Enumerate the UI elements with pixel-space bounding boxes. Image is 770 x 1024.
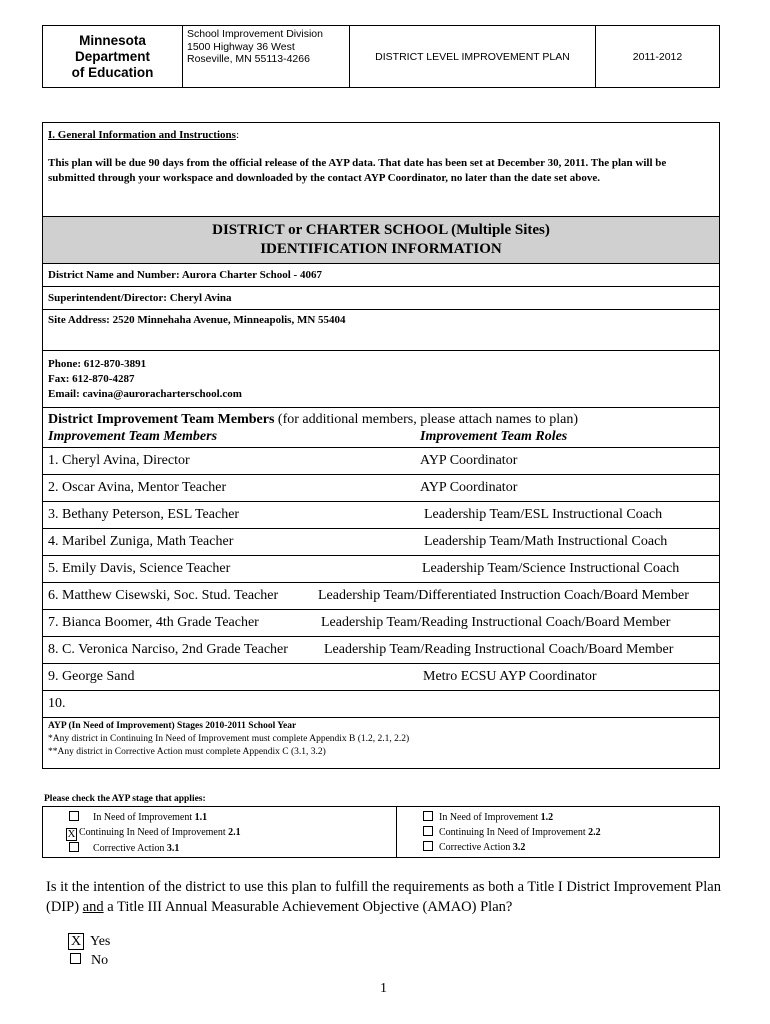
ayp-stages-cell [43, 718, 720, 769]
address-line: 1500 Highway 36 West [187, 40, 295, 53]
member-name: 4. Maribel Zuniga, Math Teacher [48, 534, 234, 549]
team-member-content [48, 453, 714, 469]
team-member-cell[interactable] [43, 529, 720, 556]
team-member-cell[interactable] [43, 637, 720, 664]
team-member-row [43, 610, 720, 637]
no-label: No [91, 953, 109, 968]
question-answers [68, 932, 110, 970]
team-member-cell[interactable] [43, 448, 720, 475]
ayp-stages-title: AYP (In Need of Improvement) Stages 2010-2011 School Year [48, 721, 297, 731]
member-name: 8. C. Veronica Narciso, 2nd Grade Teacher [48, 642, 288, 657]
instructions-text: This plan will be due 90 days from the official release of the AYP data. That date has been set at December 30, 2011. The plan will be submitted through your workspace and downloaded by the contact AYP Coordinator, no later than the date set above. [48, 157, 667, 184]
question-text: Is it the intention of the district to use this plan to fulfill the requirements as both a Title I District Improvement Plan (DIP) [46, 879, 721, 915]
stage-code: 1.1 [194, 812, 208, 823]
unchecked-checkbox[interactable] [423, 811, 433, 821]
identification-title-line1: DISTRICT or CHARTER SCHOOL (Multiple Sites) [212, 222, 550, 238]
answer-yes[interactable] [68, 932, 110, 951]
member-role: Leadership Team/Reading Instructional Coach/Board Member [324, 642, 674, 657]
stage-option[interactable] [66, 825, 396, 841]
stage-option[interactable] [69, 810, 396, 825]
stage-column-right [397, 807, 720, 858]
team-member-cell[interactable] [43, 502, 720, 529]
member-name: 7. Bianca Boomer, 4th Grade Teacher [48, 615, 259, 630]
stage-label: Continuing In Need of Improvement [439, 827, 589, 838]
member-role: AYP Coordinator [420, 480, 518, 495]
team-heading-cell [43, 408, 720, 448]
stage-code: 2.1 [228, 827, 241, 838]
team-member-cell[interactable] [43, 475, 720, 502]
site-address-field[interactable]: Site Address: 2520 Minnehaha Avenue, Minneapolis, MN 55404 [43, 310, 720, 351]
member-role: Leadership Team/Differentiated Instruction Coach/Board Member [318, 588, 689, 603]
team-member-content [48, 534, 714, 550]
stage-option[interactable] [423, 840, 719, 855]
identification-title-line2: IDENTIFICATION INFORMATION [260, 241, 502, 257]
phone-text: Phone: 612-870-3891 [48, 357, 147, 370]
team-member-content [48, 615, 714, 631]
section-heading [48, 128, 714, 143]
section-heading-text: I. General Information and Instructions [48, 129, 236, 141]
question-text: a Title III Annual Measurable Achievement Objective (AMAO) Plan? [103, 899, 513, 915]
team-member-cell[interactable] [43, 691, 720, 718]
ayp-note: **Any district in Corrective Action must complete Appendix C (3.1, 3.2) [48, 747, 326, 757]
page-number: 1 [380, 981, 387, 996]
org-name-text: Minnesota Department of Education [71, 32, 154, 80]
team-member-row [43, 691, 720, 718]
team-member-content [48, 642, 714, 658]
unchecked-checkbox[interactable] [70, 953, 81, 964]
yes-label: Yes [90, 934, 111, 949]
stage-heading: Please check the AYP stage that applies: [44, 794, 206, 804]
roles-column-header: Improvement Team Roles [420, 428, 568, 444]
member-name: 9. George Sand [48, 669, 135, 684]
member-role: Leadership Team/ESL Instructional Coach [424, 507, 663, 522]
stage-checklist [42, 806, 720, 858]
superintendent-field[interactable]: Superintendent/Director: Cheryl Avina [43, 287, 720, 310]
member-role: Leadership Team/Reading Instructional Coach/Board Member [321, 615, 671, 630]
member-name: 10. [48, 696, 66, 711]
stage-code: 1.2 [540, 812, 554, 823]
members-column-header: Improvement Team Members [48, 428, 218, 444]
unchecked-checkbox[interactable] [69, 842, 79, 852]
member-name: 3. Bethany Peterson, ESL Teacher [48, 507, 240, 522]
district-name-field[interactable]: District Name and Number: Aurora Charter School - 4067 [43, 264, 720, 287]
email-text: Email: cavina@auroracharterschool.com [48, 387, 242, 400]
answer-no[interactable] [68, 951, 110, 970]
address-block [183, 26, 350, 88]
question-and: and [82, 899, 104, 915]
team-member-cell[interactable] [43, 610, 720, 637]
team-member-row [43, 529, 720, 556]
member-name: 5. Emily Davis, Science Teacher [48, 561, 231, 576]
checked-checkbox[interactable]: X [68, 933, 84, 950]
team-member-row [43, 556, 720, 583]
address-line: School Improvement Division [187, 28, 323, 40]
member-role: AYP Coordinator [420, 453, 518, 468]
member-role: Metro ECSU AYP Coordinator [423, 669, 597, 684]
section-heading-colon: : [235, 129, 239, 141]
document-title: DISTRICT LEVEL IMPROVEMENT PLAN [350, 26, 596, 88]
main-form-table [42, 122, 720, 769]
unchecked-checkbox[interactable] [69, 811, 79, 821]
identification-header [43, 217, 720, 264]
team-member-cell[interactable] [43, 556, 720, 583]
team-member-row [43, 637, 720, 664]
stage-option[interactable] [423, 810, 719, 825]
team-member-row [43, 475, 720, 502]
stage-label: In Need of Improvement [93, 812, 195, 823]
checked-checkbox[interactable]: X [67, 828, 76, 840]
team-member-cell[interactable] [43, 583, 720, 610]
fax-text: Fax: 612-870-4287 [48, 372, 135, 385]
stage-label: Corrective Action [93, 843, 167, 854]
member-role: Leadership Team/Math Instructional Coach [424, 534, 668, 549]
stage-label: Corrective Action [439, 842, 513, 853]
member-name: 2. Oscar Avina, Mentor Teacher [48, 480, 227, 495]
address-line: Roseville, MN 55113-4266 [187, 53, 310, 65]
stage-label: Continuing In Need of Improvement [79, 827, 229, 838]
plan-year: 2011-2012 [596, 26, 720, 88]
general-info-cell [43, 123, 720, 217]
team-member-content [48, 588, 714, 604]
stage-code: 3.2 [512, 842, 526, 853]
team-member-content [48, 480, 714, 496]
team-heading-note: (for additional members, please attach names to plan) [274, 411, 579, 427]
team-heading-bold: District Improvement Team Members [48, 411, 275, 427]
team-member-content [48, 507, 714, 523]
team-member-cell[interactable] [43, 664, 720, 691]
team-member-content [48, 696, 714, 712]
unchecked-checkbox[interactable] [423, 826, 433, 836]
header-table [42, 25, 720, 88]
stage-code: 2.2 [588, 827, 601, 838]
stage-code: 3.1 [166, 843, 180, 854]
team-member-content [48, 561, 714, 577]
stage-option[interactable] [69, 841, 396, 856]
team-members-list [43, 448, 720, 718]
contact-field[interactable] [43, 351, 720, 408]
member-role: Leadership Team/Science Instructional Coach [422, 561, 680, 576]
team-member-row [43, 448, 720, 475]
team-member-content [48, 669, 714, 685]
ayp-note: *Any district in Continuing In Need of Improvement must complete Appendix B (1.2, 2.1, 2.2) [48, 734, 410, 744]
team-column-headers [48, 428, 714, 445]
team-member-row [43, 664, 720, 691]
unchecked-checkbox[interactable] [423, 841, 433, 851]
stage-column-left [43, 807, 397, 858]
stage-option[interactable] [423, 825, 719, 840]
member-name: 1. Cheryl Avina, Director [48, 453, 190, 468]
member-name: 6. Matthew Cisewski, Soc. Stud. Teacher [48, 588, 279, 603]
stage-label: In Need of Improvement [439, 812, 541, 823]
team-heading [48, 411, 714, 428]
org-name [43, 26, 183, 88]
team-member-row [43, 502, 720, 529]
team-member-row [43, 583, 720, 610]
title-plan-question [46, 877, 736, 917]
